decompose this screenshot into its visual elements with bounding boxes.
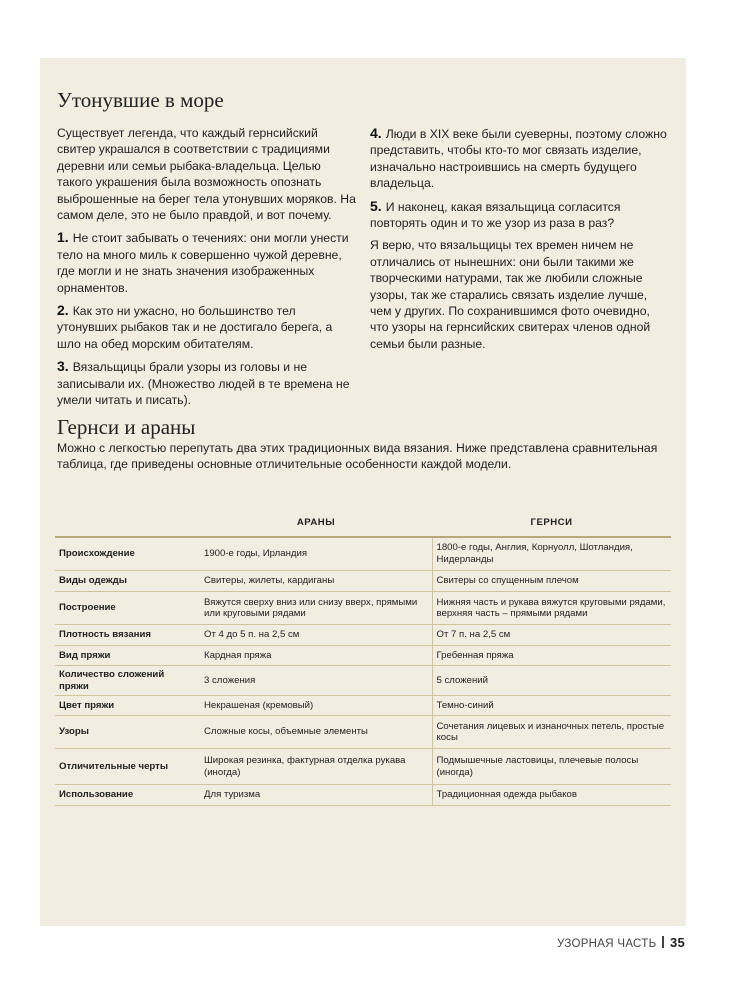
left-column	[57, 125, 357, 415]
point-5	[370, 198, 670, 232]
point-3	[57, 358, 357, 408]
point-4	[370, 125, 670, 192]
aran-cell: Широкая резинка, фактурная отделка рукава (иногда)	[200, 749, 432, 785]
guernsey-cell: Традиционная одежда рыбаков	[432, 785, 671, 806]
aran-cell: Сложные косы, объемные элементы	[200, 716, 432, 749]
guernsey-cell: Сочетания лицевых и изнаночных петель, простые косы	[432, 716, 671, 749]
header-aran: АРАНЫ	[200, 517, 432, 537]
table-row	[55, 716, 671, 749]
guernsey-cell: 5 сложений	[432, 666, 671, 696]
row-label: Построение	[55, 592, 200, 625]
table-row	[55, 666, 671, 696]
guernsey-cell: 1800-е годы, Англия, Корнуолл, Шотландия, Нидерланды	[432, 537, 671, 571]
point-1-text: Не стоит забывать о течениях: они могли унести тело на много миль к совершенно чужой деревне, где могли и не знать значения изображенных орнаментов.	[57, 231, 349, 295]
row-label: Происхождение	[55, 537, 200, 571]
point-4-text: Люди в XIX веке были суеверны, поэтому сложно представить, чтобы кто-то мог связать изделие, изначально настроившись на смерть будущего владельца.	[370, 127, 667, 191]
aran-cell: Некрашеная (кремовый)	[200, 696, 432, 716]
guernsey-cell: Нижняя часть и рукава вяжутся круговыми рядами, верхняя часть – прямыми рядами	[432, 592, 671, 625]
point-5-number: 5.	[370, 197, 382, 214]
point-2-number: 2.	[57, 302, 69, 319]
section-title-guernsey-aran: Гернси и араны	[57, 415, 196, 439]
footer-divider	[662, 936, 664, 948]
header-guernsey: ГЕРНСИ	[432, 517, 671, 537]
point-3-number: 3.	[57, 358, 69, 375]
comparison-table	[55, 517, 671, 806]
point-2	[57, 302, 357, 352]
right-column	[370, 125, 670, 358]
comparison-intro: Можно с легкостью перепутать два этих традиционных вида вязания. Ниже представлена сравнительная таблица, где приведены основные отличительные особенности каждой модели.	[57, 441, 658, 472]
row-label: Узоры	[55, 716, 200, 749]
point-5-text: И наконец, какая вязальщица согласится повторять один и то же узор из раза в раз?	[370, 199, 621, 231]
table-row	[55, 537, 671, 571]
guernsey-cell: Свитеры со спущенным плечом	[432, 571, 671, 592]
point-1-number: 1.	[57, 229, 69, 246]
aran-cell: 3 сложения	[200, 666, 432, 696]
table-row	[55, 785, 671, 806]
aran-cell: От 4 до 5 п. на 2,5 см	[200, 625, 432, 646]
row-label: Вид пряжи	[55, 646, 200, 666]
row-label: Отличительные черты	[55, 749, 200, 785]
guernsey-cell: Подмышечные ластовицы, плечевые полосы (иногда)	[432, 749, 671, 785]
point-1	[57, 229, 357, 296]
table-row	[55, 592, 671, 625]
row-label: Количество сложений пряжи	[55, 666, 200, 696]
page-footer	[557, 935, 685, 950]
guernsey-cell: От 7 п. на 2,5 см	[432, 625, 671, 646]
aran-cell: Свитеры, жилеты, кардиганы	[200, 571, 432, 592]
point-4-number: 4.	[370, 125, 382, 141]
header-empty	[55, 517, 200, 537]
point-3-text: Вязальщицы брали узоры из головы и не записывали их. (Множество людей в те времена не умели читать и писать).	[57, 360, 350, 408]
table-header-row	[55, 517, 671, 537]
table-row	[55, 696, 671, 716]
intro-paragraph: Существует легенда, что каждый гернсийский свитер украшался в соответствии с традициями деревни или семьи рыбака-владельца. Целью такого украшения была возможность опознать выброшенные на берег тела утонувших моряков. На самом деле, это не было правдой, и вот почему.	[57, 126, 356, 223]
page-number: 35	[669, 935, 685, 950]
row-label: Цвет пряжи	[55, 696, 200, 716]
guernsey-cell: Темно-синий	[432, 696, 671, 716]
section-title-drowned: Утонувшие в море	[57, 88, 224, 112]
table-row	[55, 571, 671, 592]
footer-section-name: УЗОРНАЯ ЧАСТЬ	[557, 938, 657, 950]
aran-cell: Кардная пряжа	[200, 646, 432, 666]
table-row	[55, 749, 671, 785]
conclusion-paragraph: Я верю, что вязальщицы тех времен ничем не отличались от нынешних: они были такими же творческими натурами, так же любили сложные узоры, так же старались связать изделие лучше, чем у других. По сохранившимся фото очевидно, что узоры на гернсийских свитерах членов одной семьи были разные.	[370, 238, 651, 351]
table-row	[55, 646, 671, 666]
aran-cell: Для туризма	[200, 785, 432, 806]
row-label: Виды одежды	[55, 571, 200, 592]
point-2-text: Как это ни ужасно, но большинство тел утонувших рыбаков так и не достигало берега, а шло на обед морским обитателям.	[57, 304, 333, 351]
table-row	[55, 625, 671, 646]
aran-cell: 1900-е годы, Ирландия	[200, 537, 432, 571]
guernsey-cell: Гребенная пряжа	[432, 646, 671, 666]
row-label: Плотность вязания	[55, 625, 200, 646]
row-label: Использование	[55, 785, 200, 806]
aran-cell: Вяжутся сверху вниз или снизу вверх, прямыми или круговыми рядами	[200, 592, 432, 625]
